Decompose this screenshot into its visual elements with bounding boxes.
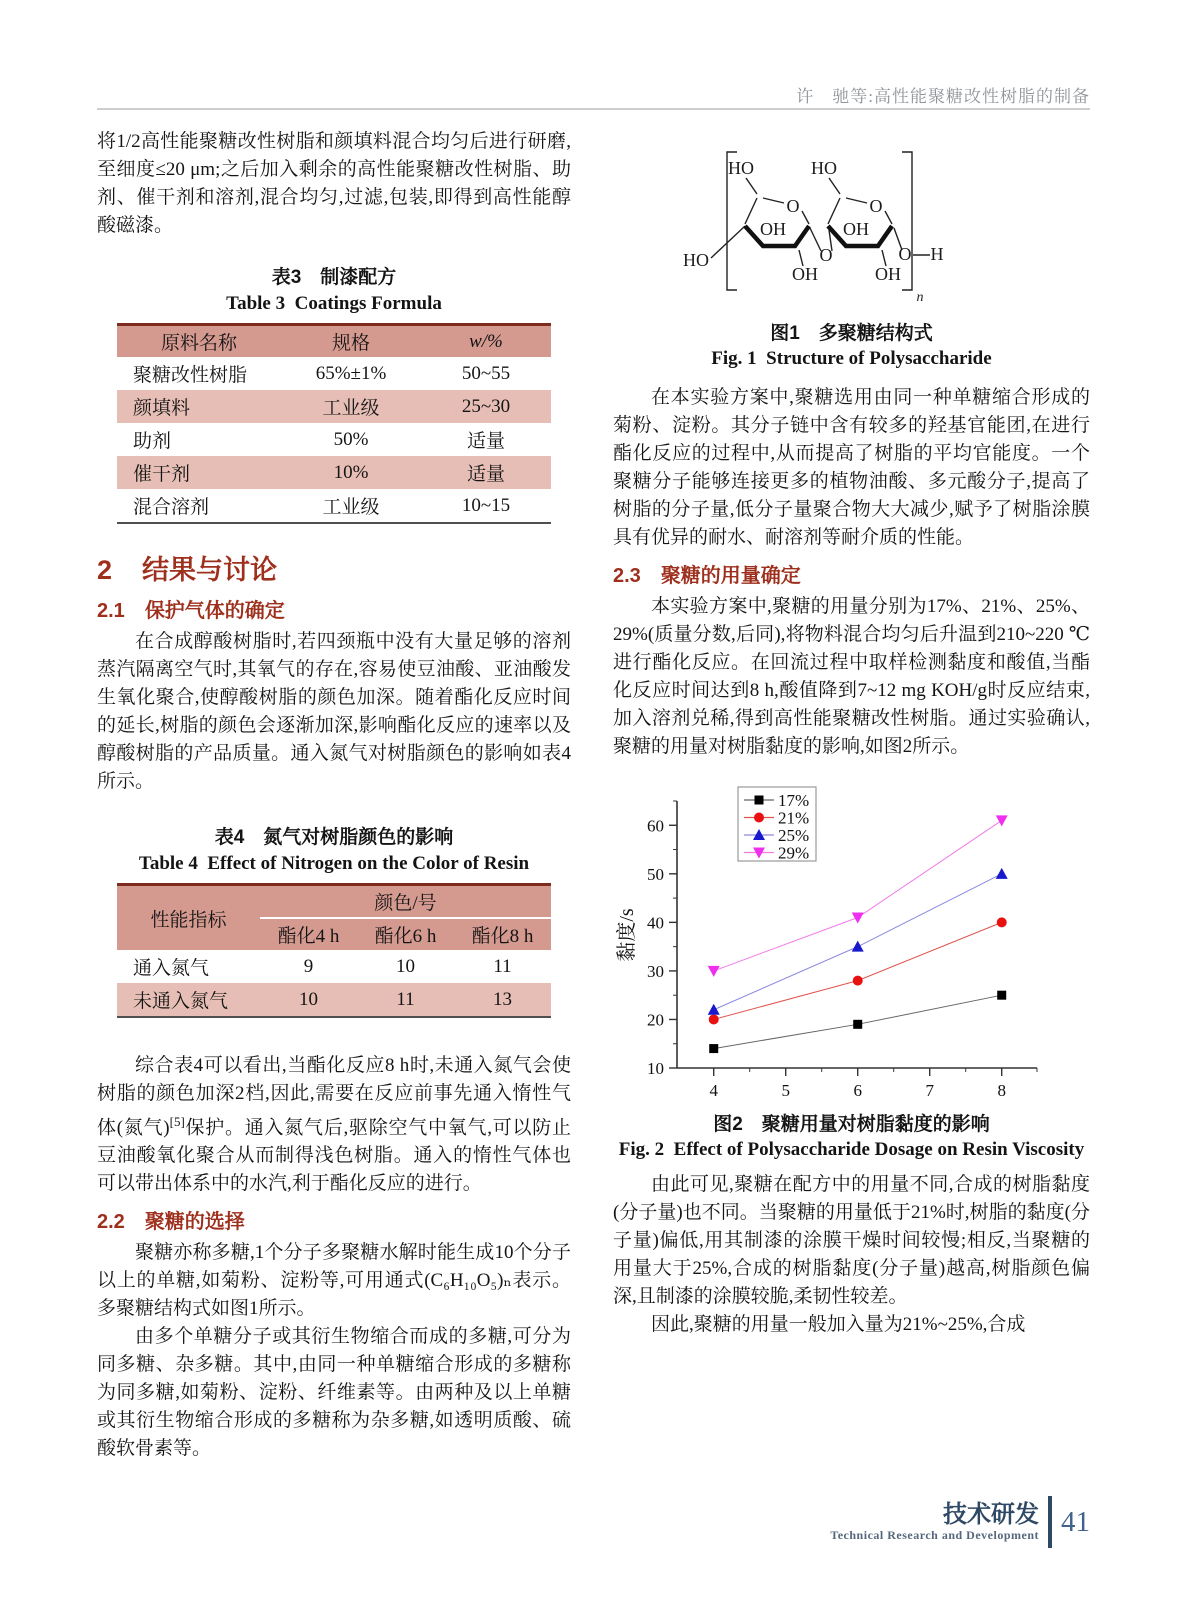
table-cell: 10 [396,955,415,977]
paragraph [97,1052,571,1198]
chart-series-17% [709,991,1006,1053]
marker-triangle-down [996,815,1008,826]
series-line [714,922,1002,1019]
table-cell: 50% [333,428,369,450]
section-title: 聚糖的用量确定 [660,565,801,587]
atom-label: O [819,245,833,265]
chart-series-21% [709,917,1007,1024]
y-tick-label: 20 [647,1010,664,1030]
table-header-cell: 规格 [281,325,421,358]
table-header-cell: 原料名称 [117,325,281,358]
y-axis-label: 黏度/s [616,908,638,962]
footer-section-cn: 技术研发 [943,1500,1039,1528]
figure2-caption-cn: 图2 聚糖用量对树脂黏度的影响 [713,1114,990,1135]
table-header-cell: 性能指标 [117,885,260,951]
table-cell: 适量 [466,431,505,452]
atom-label: OH [843,219,869,239]
section-heading-2 [97,548,571,587]
table-cell: 10% [281,456,421,489]
section-title: 保护气体的确定 [144,600,285,622]
table-cell: 颜填料 [117,390,281,423]
section-title: 聚糖的选择 [144,1211,245,1234]
legend-label: 25% [778,826,810,845]
atom-label: HO [728,158,754,178]
y-tick-label: 60 [647,816,664,836]
page-number: 41 [1061,1505,1090,1538]
atom-label: n [916,290,924,305]
legend-label: 29% [778,843,810,863]
section-heading-2-2 [97,1205,571,1234]
page-footer [830,1496,1090,1548]
paragraph: 在本实验方案中,聚糖选用由同一种单糖缩合形成的菊粉、淀粉。其分子链中含有较多的羟基官能团,在进行酯化反应的过程中,从而提高了树脂的平均官能度。一个聚糖分子能够连接更多的植物油酸、多元酸分子,提高了树脂的分子量,低分子量聚合物大大减少,赋予了树脂涂膜具有优异的耐水、耐溶剂等耐介质的性能。 [613,387,1090,548]
table-header-cell: 酯化6 h [357,918,454,950]
table-cell: 10~15 [461,494,511,516]
table-row [117,950,551,983]
marker-circle [997,917,1007,927]
marker-triangle-up [708,1004,720,1015]
section-heading-2-3 [613,559,1090,588]
table-cell: 13 [454,983,551,1017]
y-tick-label: 30 [647,961,664,981]
figure2-chart [613,765,1090,1107]
figure1-caption-en: Fig. 1 Structure of Polysaccharide [711,348,992,369]
table-header-cell: 酯化8 h [454,918,551,950]
chart-series-25% [708,868,1008,1015]
marker-circle [754,813,764,823]
legend-label: 21% [778,808,810,828]
table3-title-en: Table 3 Coatings Formula [226,293,442,314]
marker-square [853,1020,862,1029]
table-row [117,456,551,489]
table3 [117,323,551,524]
paragraph-text: 综合表4可以看出,当酯化反应8 h时,未通入氮气会使树脂的颜色加深2档,因此,需要在反应前事先通入惰性气体(氮气) [97,1055,571,1139]
table-row [117,357,551,390]
table-cell: 聚糖改性树脂 [133,365,248,386]
table-row [117,489,551,523]
figure1-caption-cn: 图1 多聚糖结构式 [770,323,933,344]
left-column [97,128,571,1463]
citation-ref: [5] [169,1114,185,1129]
atom-label: OH [760,219,786,239]
table-header-row [117,885,551,919]
y-tick-label: 50 [647,864,664,884]
table-cell: 催干剂 [117,456,281,489]
section-number: 2.1 [97,600,125,622]
marker-circle [853,976,863,986]
atom-label: OH [875,264,901,284]
marker-square [997,991,1006,1000]
table-header-row [117,325,551,358]
figure1-labels [683,158,944,305]
section-number: 2.2 [97,1211,125,1234]
table-cell: 助剂 [133,431,172,452]
atom-label: O [869,196,883,216]
table-cell: 11 [357,983,454,1017]
table-header-cell: 酯化4 h [260,918,357,950]
x-tick-label: 6 [853,1081,862,1100]
y-tick-label: 40 [647,913,664,933]
x-axis-label [791,1106,887,1107]
marker-triangle-down [708,966,720,977]
atom-label: H [930,244,944,264]
atom-label: HO [811,158,837,178]
paragraph: 将1/2高性能聚糖改性树脂和颜填料混合均匀后进行研磨,至细度≤20 μm;之后加入剩余的高性能聚糖改性树脂、助剂、催干剂和溶剂,混合均匀,过滤,包装,即得到高性能醇酸磁漆。 [97,131,571,236]
marker-triangle-down [852,913,864,924]
atom-label: O [898,244,912,264]
paragraph: 由此可见,聚糖在配方中的用量不同,合成的树脂黏度(分子量)也不同。当聚糖的用量低于21%时,树脂的黏度(分子量)偏低,用其制漆的涂膜干燥时间较慢;相反,当聚糖的用量大于25%,合成的树脂黏度(分子量)越高,树脂颜色偏深,且制漆的涂膜较脆,柔韧性较差。 [613,1174,1090,1307]
chart-legend [738,787,816,863]
x-tick-label: 5 [781,1081,790,1100]
paragraph: 由多个单糖分子或其衍生物缩合而成的多糖,可分为同多糖、杂多糖。其中,由同一种单糖缩合形成的多糖称为同多糖,如菊粉、淀粉、纤维素等。由两种及以上单糖或其衍生物缩合形成的多糖称为杂多糖,如透明质酸、硫酸软骨素等。 [97,1326,571,1460]
table-row [117,983,551,1017]
table-cell: 工业级 [322,497,380,518]
table-cell: 65%±1% [315,362,387,384]
table-cell: 25~30 [421,390,551,423]
footer-section-en: Technical Research and Development [830,1527,1039,1542]
table-cell: 50~55 [461,362,511,384]
table-cell: 工业级 [281,390,421,423]
running-head: 许 驰等:高性能聚糖改性树脂的制备 [796,87,1090,106]
section-heading-2-1 [97,594,571,623]
marker-triangle-up [996,868,1008,879]
table-header-cell: w/% [421,325,551,358]
table-cell: 11 [493,955,512,977]
paragraph: 因此,聚糖的用量一般加入量为21%~25%,合成 [651,1314,1026,1335]
atom-label: OH [792,264,818,284]
x-tick-label: 8 [997,1081,1006,1100]
x-tick-label: 7 [925,1081,934,1100]
table-row [117,423,551,456]
table-cell: 通入氮气 [133,958,210,979]
section-number: 2 [97,555,113,585]
footer-divider-bar [1048,1496,1052,1548]
marker-square [709,1044,718,1053]
table-cell: 适量 [421,456,551,489]
atom-label: O [786,196,800,216]
paragraph: 本实验方案中,聚糖的用量分别为17%、21%、25%、29%(质量分数,后同),将物料混合均匀后升温到210~220 ℃进行酯化反应。在回流过程中取样检测黏度和酸值,当酯化反应时间达到8 h,酸值降到7~12 mg KOH/g时反应结束,加入溶剂兑稀,得到高性能聚糖改性树脂。通过实验确认,聚糖的用量对树脂黏度的影响,如图2所示。 [613,596,1090,757]
table-cell: 未通入氮气 [117,983,260,1017]
table-cell: 混合溶剂 [133,497,210,518]
paragraph: 聚糖亦称多糖,1个分子多聚糖水解时能生成10个分子以上的单糖,如菊粉、淀粉等,可用通式(C₆H₁₀O₅)ₙ表示。多聚糖结构式如图1所示。 [97,1242,571,1320]
y-tick-label: 10 [647,1059,664,1078]
marker-circle [709,1014,719,1024]
figure1-structure [613,138,1090,316]
atom-label: HO [683,250,709,270]
table4-title-en: Table 4 Effect of Nitrogen on the Color of Resin [138,853,530,874]
table4-title-cn: 表4 氮气对树脂颜色的影响 [214,827,454,848]
section-number: 2.3 [613,565,641,587]
marker-triangle-up [852,941,864,952]
table-cell: 10 [260,983,357,1017]
table-cell: 9 [303,955,314,977]
footer-section-labels [830,1502,1039,1543]
figure2-caption-en: Fig. 2 Effect of Polysaccharide Dosage on Resin Viscosity [618,1139,1085,1160]
legend-label: 17% [778,791,810,810]
paragraph: 在合成醇酸树脂时,若四颈瓶中没有大量足够的溶剂蒸汽隔离空气时,其氧气的存在,容易使豆油酸、亚油酸发生氧化聚合,使醇酸树脂的颜色加深。随着酯化反应时间的延长,树脂的颜色会逐渐加深,影响酯化反应的速率以及醇酸树脂的产品质量。通入氮气对树脂颜色的影响如表4所示。 [97,631,571,792]
table-row [117,390,551,423]
section-title: 结果与讨论 [142,555,278,585]
marker-square [755,796,764,805]
x-tick-label: 4 [709,1081,718,1100]
table4 [117,883,551,1018]
paragraph-text: 保护。通入氮气后,驱除空气中氧气,可以防止豆油酸氧化聚合从而制得浅色树脂。通入的惰性气体也可以带出体系中的水汽,利于酯化反应的进行。 [97,1117,571,1195]
right-column [613,128,1090,1339]
table3-title-cn: 表3 制漆配方 [271,267,397,288]
table-header-group-cell: 颜色/号 [260,885,551,919]
header-rule [97,108,1090,110]
